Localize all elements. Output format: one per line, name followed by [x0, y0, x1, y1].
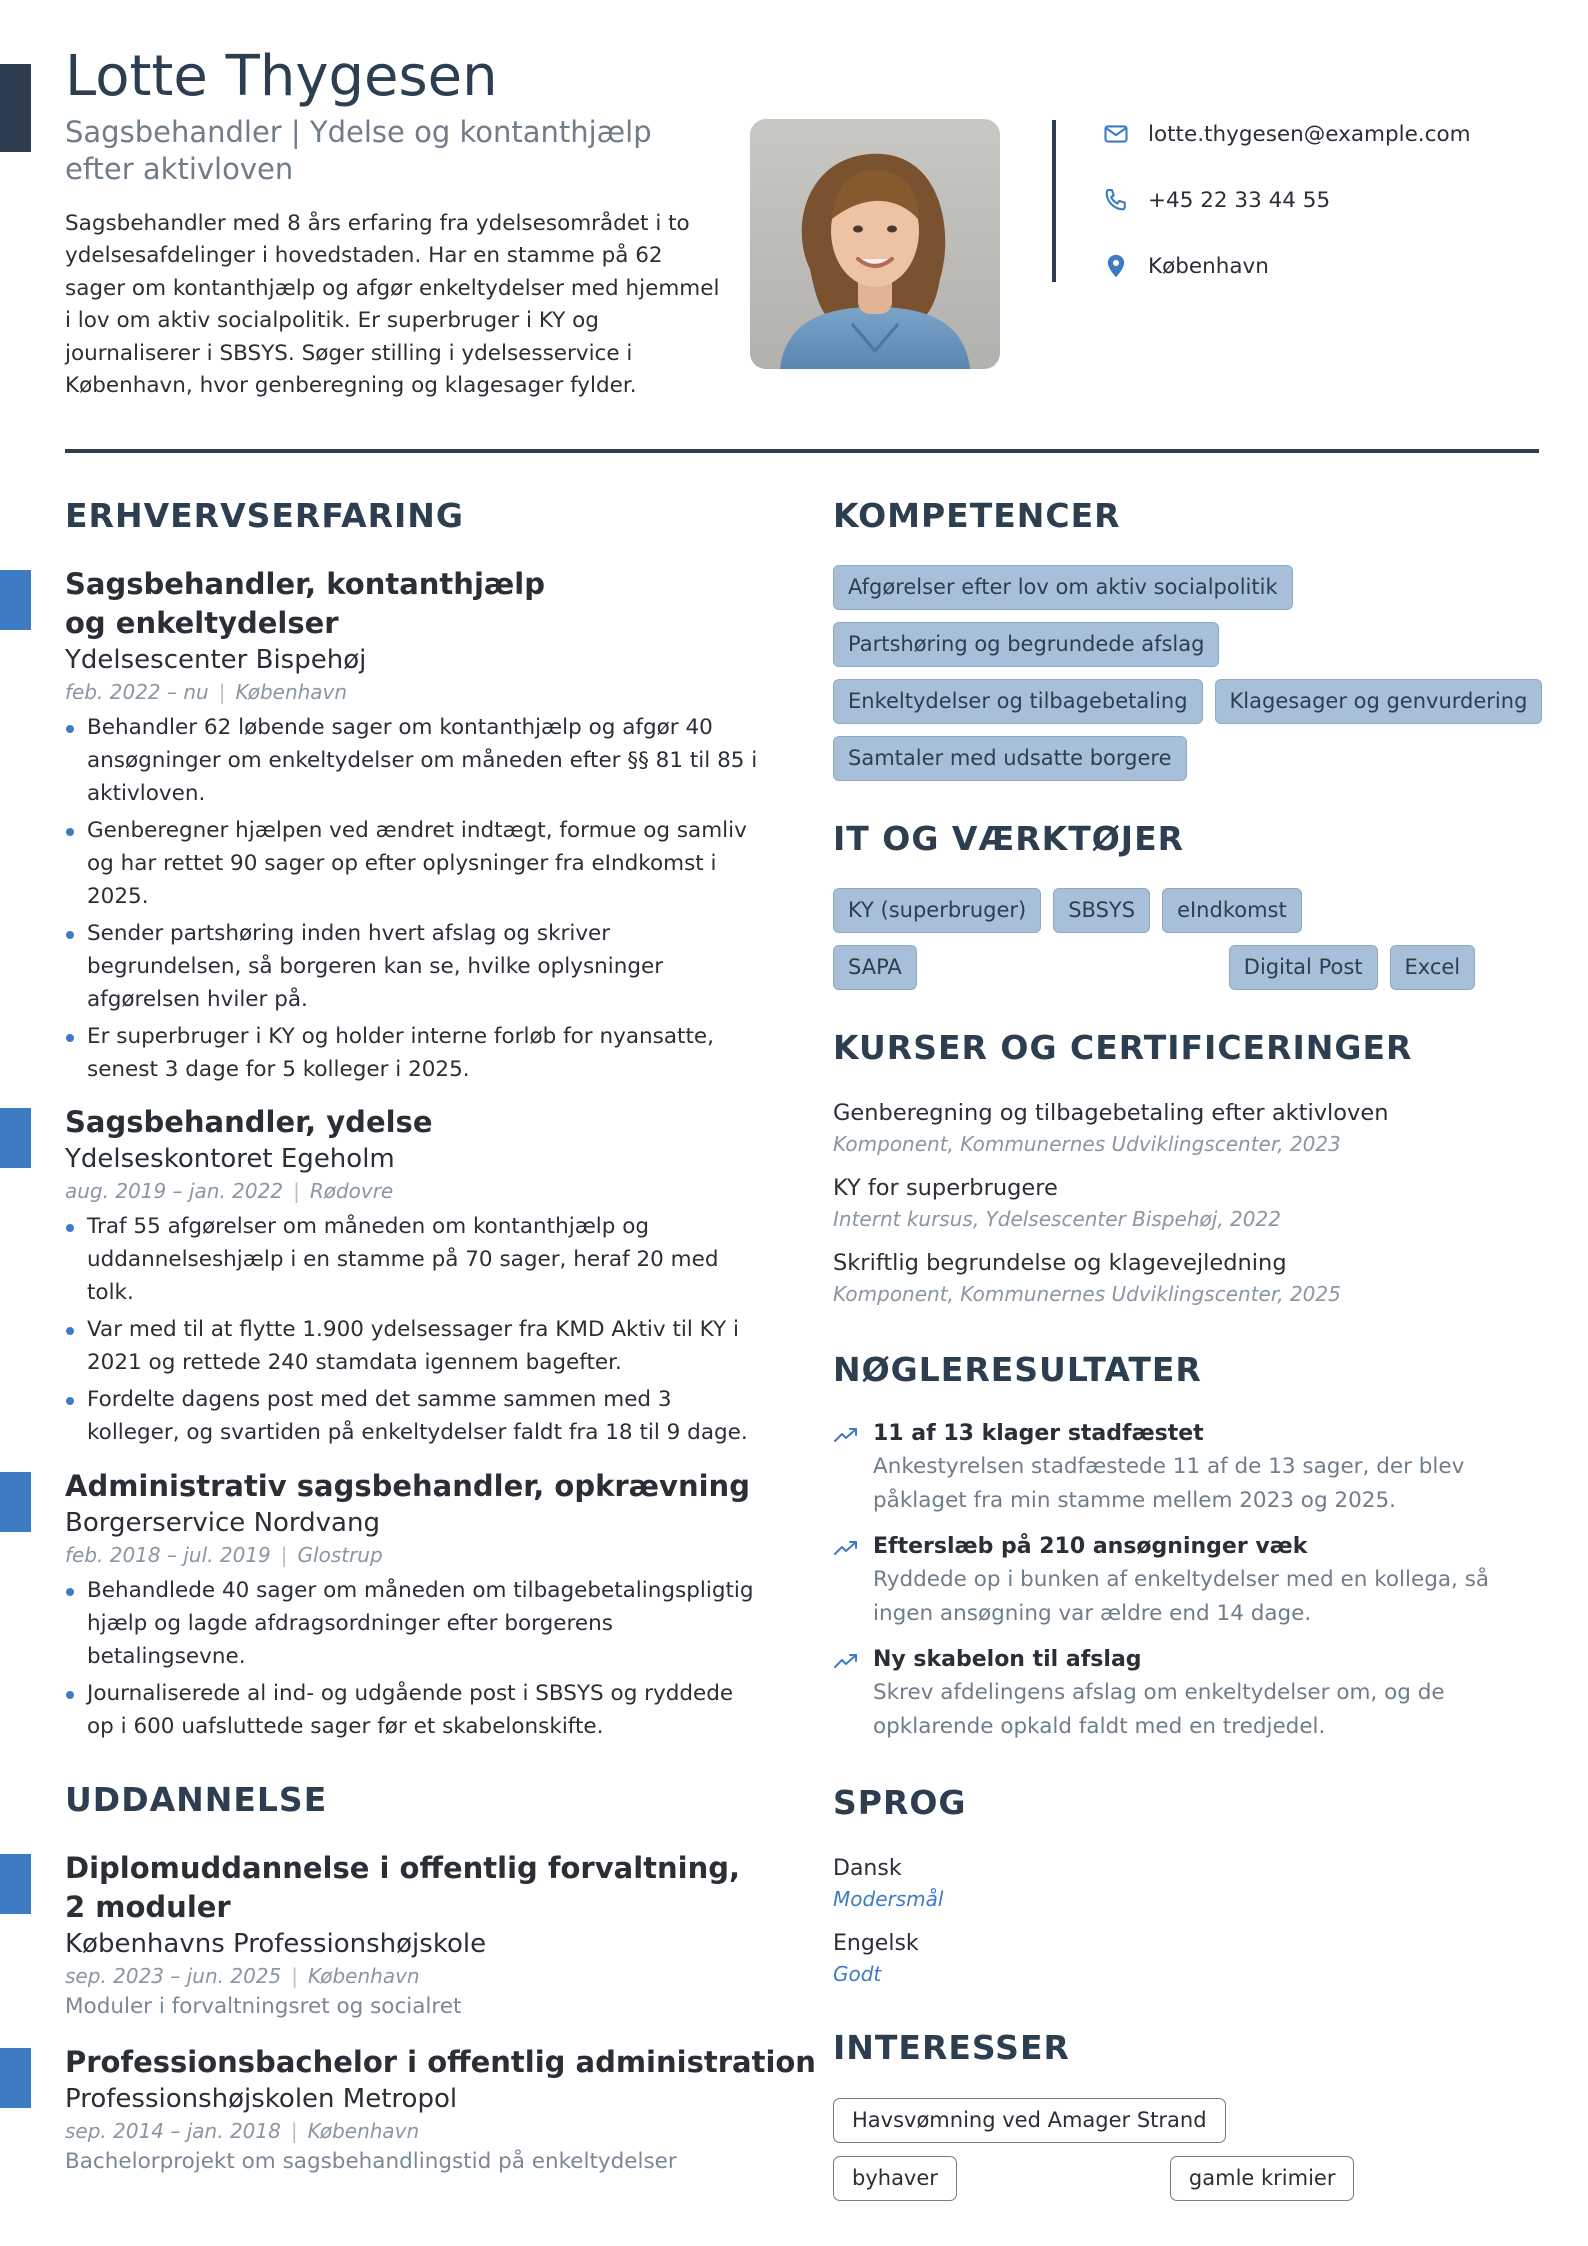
job-dates: feb. 2018 – jul. 2019 — [65, 1543, 271, 1567]
course-meta: Komponent, Kommunernes Udviklingscenter, 2023 — [833, 1132, 1341, 1156]
section-title-languages: SPROG — [833, 1783, 967, 1822]
result-title: 11 af 13 klager stadfæstet — [873, 1421, 1204, 1446]
location-text: København — [1148, 253, 1269, 279]
section-title-results: NØGLERESULTATER — [833, 1350, 1202, 1389]
education-title: Diplomuddannelse i offentlig forvaltning, 2 moduler — [65, 1851, 741, 1924]
section-title-courses: KURSER OG CERTIFICERINGER — [833, 1028, 1413, 1067]
contact-phone[interactable] — [1102, 184, 1330, 216]
job-location: Glostrup — [297, 1543, 383, 1567]
list-item: Behandler 62 løbende sager om kontanthjælp og afgør 40 ansøgninger om enkeltydelser om måneden efter §§ 81 til 85 i aktivloven. — [65, 711, 765, 810]
job-bullets — [65, 1574, 765, 1743]
course-meta: Komponent, Kommunernes Udviklingscenter, 2025 — [833, 1282, 1341, 1306]
job-meta: aug. 2019 – jan. 2022 | Rødovre — [65, 1179, 394, 1203]
section-title-skills: KOMPETENCER — [833, 496, 1121, 535]
language-level: Godt — [833, 1962, 882, 1986]
interest-tags — [833, 2098, 1553, 2201]
job-entry — [65, 1467, 765, 1743]
education-dates: sep. 2023 – jun. 2025 — [65, 1964, 282, 1988]
skill-tag: Afgørelser efter lov om aktiv socialpolitik — [833, 565, 1293, 610]
contact-location — [1102, 250, 1269, 282]
result-description: Skrev afdelingens afslag om enkeltydelser om, og de opklarende opkald faldt med en tredjedel. — [873, 1680, 1445, 1739]
education-entry — [65, 2043, 825, 2178]
job-title: Sagsbehandler, ydelse — [65, 1105, 433, 1139]
tool-tag: Digital Post — [1229, 945, 1378, 990]
interest-tag: byhaver — [833, 2156, 957, 2201]
list-item: Var med til at flytte 1.900 ydelsessager fra KMD Aktiv til KY i 2021 og rettede 240 stamdata igennem bagefter. — [65, 1313, 765, 1379]
skill-tag: Enkeltydelser og tilbagebetaling — [833, 679, 1203, 724]
education-entry — [65, 1849, 765, 2023]
candidate-name: Lotte Thygesen — [65, 44, 498, 109]
education-location: København — [307, 2119, 420, 2143]
course-title: Genberegning og tilbagebetaling efter aktivloven — [833, 1100, 1389, 1126]
job-location: Rødovre — [309, 1179, 394, 1203]
trending-up-icon — [833, 1539, 859, 1557]
result-description: Ankestyrelsen stadfæstede 11 af de 13 sager, der blev påklaget fra min stamme mellem 2023 og 2025. — [873, 1454, 1465, 1513]
list-item: Genberegner hjælpen ved ændret indtægt, formue og samliv og har rettet 90 sager op efter oplysninger fra eIndkomst i 2025. — [65, 814, 765, 913]
list-item: Traf 55 afgørelser om måneden om kontanthjælp og uddannelseshjælp i en stamme på 70 sager, heraf 20 med tolk. — [65, 1210, 765, 1309]
education-title: Professionsbachelor i offentlig administration — [65, 2045, 816, 2079]
section-title-interests: INTERESSER — [833, 2028, 1070, 2067]
interest-tag: Havsvømning ved Amager Strand — [833, 2098, 1226, 2143]
job-company: Ydelsescenter Bispehøj — [65, 645, 367, 675]
job-title: Administrativ sagsbehandler, opkrævning — [65, 1469, 750, 1503]
job-accent-bar — [0, 1472, 31, 1532]
education-location: København — [308, 1964, 420, 1988]
candidate-headline: Sagsbehandler | Ydelse og kontanthjælp efter aktivloven — [65, 115, 652, 186]
job-bullets — [65, 711, 765, 1086]
list-item: Behandlede 40 sager om måneden om tilbagebetalingspligtig hjælp og lagde afdragsordninger efter borgerens betalingsevne. — [65, 1574, 765, 1673]
language-entry — [833, 1928, 919, 1989]
job-entry — [65, 1103, 765, 1449]
skill-tag: Samtaler med udsatte borgere — [833, 736, 1187, 781]
job-bullets — [65, 1210, 765, 1449]
list-item: Fordelte dagens post med det samme sammen med 3 kolleger, og svartiden på enkeltydelser faldt fra 18 til 9 dage. — [65, 1383, 765, 1449]
list-item: Er superbruger i KY og holder interne forløb for nyansatte, senest 3 dage for 5 kolleger i 2025. — [65, 1020, 765, 1086]
header-accent-bar — [0, 64, 31, 152]
result-entry — [833, 1644, 1533, 1743]
trending-up-icon — [833, 1652, 859, 1670]
education-accent-bar — [0, 2048, 31, 2108]
result-title: Efterslæb på 210 ansøgninger væk — [873, 1534, 1308, 1559]
job-company: Borgerservice Nordvang — [65, 1508, 380, 1538]
list-item: Journaliserede al ind- og udgående post i SBSYS og ryddede op i 600 uafsluttede sager før et skabelonskifte. — [65, 1677, 765, 1743]
education-note: Bachelorprojekt om sagsbehandlingstid på enkeltydelser — [65, 2149, 677, 2174]
interest-tag: gamle krimier — [1170, 2156, 1355, 2201]
tool-tag: eIndkomst — [1162, 888, 1302, 933]
job-meta: feb. 2018 – jul. 2019 | Glostrup — [65, 1543, 383, 1567]
education-school: Københavns Professionshøjskole — [65, 1929, 487, 1959]
language-entry — [833, 1853, 943, 1914]
tools-tags — [833, 888, 1553, 990]
email-text: lotte.thygesen@example.com — [1148, 121, 1471, 147]
education-note: Moduler i forvaltningsret og socialret — [65, 1994, 462, 2019]
job-location: København — [235, 680, 348, 704]
job-accent-bar — [0, 1108, 31, 1168]
education-meta: sep. 2023 – jun. 2025 | København — [65, 1964, 420, 1988]
tool-tag: SBSYS — [1053, 888, 1150, 933]
language-name: Engelsk — [833, 1931, 919, 1956]
language-name: Dansk — [833, 1856, 902, 1881]
education-accent-bar — [0, 1854, 31, 1914]
job-accent-bar — [0, 570, 31, 630]
skill-tag: Partshøring og begrundede afslag — [833, 622, 1219, 667]
language-level: Modersmål — [833, 1887, 944, 1911]
phone-text: +45 22 33 44 55 — [1148, 187, 1331, 213]
course-meta: Internt kursus, Ydelsescenter Bispehøj, 2022 — [833, 1207, 1281, 1231]
job-title: Sagsbehandler, kontanthjælp og enkeltydelser — [65, 567, 545, 640]
contact-divider — [1052, 120, 1056, 282]
education-school: Professionshøjskolen Metropol — [65, 2084, 458, 2114]
section-title-education: UDDANNELSE — [65, 1780, 328, 1819]
course-title: KY for superbrugere — [833, 1175, 1058, 1201]
course-entry — [833, 1172, 1533, 1234]
header-divider — [65, 449, 1539, 453]
section-title-tools: IT OG VÆRKTØJER — [833, 819, 1185, 858]
course-entry — [833, 1097, 1533, 1159]
contact-email[interactable] — [1102, 118, 1471, 150]
phone-icon — [1102, 186, 1130, 214]
profile-summary: Sagsbehandler med 8 års erfaring fra ydelsesområdet i to ydelsesafdelinger i hovedstaden. Har en stamme på 62 sager om kontanthjælp og afgør enkeltydelser med hjemmel i lov om aktiv socialpolitik. Er superbruger i KY og journaliserer i SBSYS. Søger stilling i ydelsesservice i København, hvor genberegning og klagesager fylder. — [65, 211, 720, 399]
job-company: Ydelseskontoret Egeholm — [65, 1144, 395, 1174]
map-pin-icon — [1102, 252, 1130, 280]
tool-tag: KY (superbruger) — [833, 888, 1041, 933]
section-title-experience: ERHVERVSERFARING — [65, 496, 465, 535]
result-entry — [833, 1531, 1533, 1630]
list-item: Sender partshøring inden hvert afslag og skriver begrundelsen, så borgeren kan se, hvilke oplysninger afgørelsen hviler på. — [65, 917, 765, 1016]
tool-tag: SAPA — [833, 945, 917, 990]
course-title: Skriftlig begrundelse og klagevejledning — [833, 1250, 1287, 1276]
profile-photo — [750, 119, 1000, 369]
tool-tag: Excel — [1390, 945, 1476, 990]
job-meta: feb. 2022 – nu | København — [65, 680, 348, 704]
trending-up-icon — [833, 1426, 859, 1444]
envelope-icon — [1102, 120, 1130, 148]
result-entry — [833, 1418, 1533, 1517]
result-description: Ryddede op i bunken af enkeltydelser med en kollega, så ingen ansøgning var ældre end 14 dage. — [873, 1567, 1490, 1626]
course-entry — [833, 1247, 1533, 1309]
skills-tags — [833, 565, 1553, 781]
education-meta: sep. 2014 – jan. 2018 | København — [65, 2119, 420, 2143]
skill-tag: Klagesager og genvurdering — [1215, 679, 1543, 724]
education-dates: sep. 2014 – jan. 2018 — [65, 2119, 281, 2143]
job-dates: aug. 2019 – jan. 2022 — [65, 1179, 284, 1203]
job-dates: feb. 2022 – nu — [65, 680, 209, 704]
job-entry — [65, 565, 765, 1086]
result-title: Ny skabelon til afslag — [873, 1647, 1142, 1672]
